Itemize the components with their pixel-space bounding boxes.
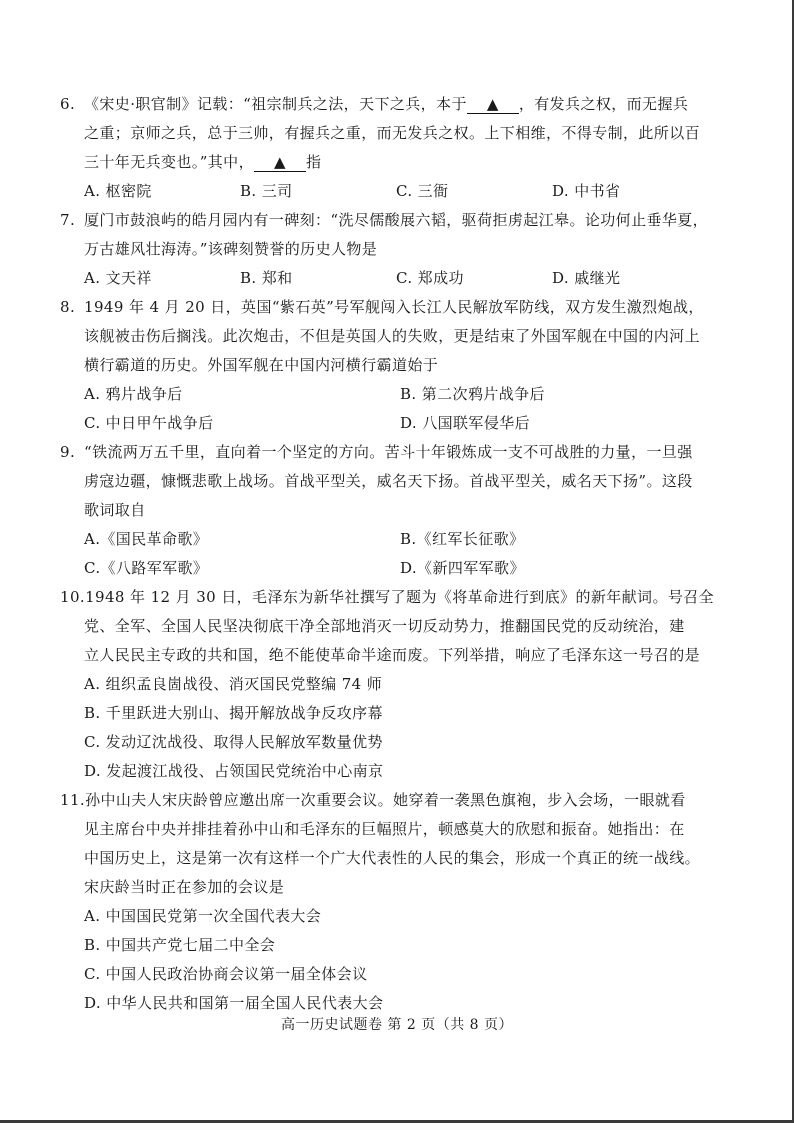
question-text: ，有发兵之权，而无握兵 bbox=[518, 95, 689, 113]
option-b[interactable]: B. 三司 bbox=[240, 182, 293, 200]
option-a[interactable]: A. 组织孟良崮战役、消灭国民党整编 74 师 bbox=[84, 675, 383, 693]
question-text: 万古雄风壮海涛。”该碑刻赞誉的历史人物是 bbox=[84, 240, 378, 258]
answer-options bbox=[60, 670, 750, 786]
option-d[interactable]: D. 戚继光 bbox=[552, 269, 621, 287]
option-b[interactable]: B. 第二次鸦片战争后 bbox=[400, 385, 545, 403]
question-text: 厦门市鼓浪屿的皓月园内有一碑刻：“洗尽儒酸展六韬，驱荷拒虏起江皋。论功何止垂华夏， bbox=[84, 211, 709, 229]
option-a[interactable]: A. 鸦片战争后 bbox=[84, 385, 183, 403]
question-text: 宋庆龄当时正在参加的会议是 bbox=[84, 878, 285, 896]
question-text: 指 bbox=[305, 153, 322, 171]
question-number: 9. bbox=[60, 443, 76, 461]
question-text: 党、全军、全国人民坚决彻底干净全部地消灭一切反动势力，推翻国民党的反动统治，建 bbox=[84, 617, 685, 635]
question-number: 7. bbox=[60, 211, 76, 229]
page-footer: 高一历史试题卷 第 2 页（共 8 页） bbox=[280, 1017, 514, 1033]
question-number: 11. bbox=[60, 791, 86, 809]
option-c[interactable]: C. 中国人民政治协商会议第一届全体会议 bbox=[84, 965, 368, 983]
option-c[interactable]: C. 中日甲午战争后 bbox=[84, 414, 214, 432]
question-text: 虏寇边疆，慷慨悲歌上战场。首战平型关，威名天下扬。首战平型关，威名天下扬”。这段 bbox=[84, 472, 693, 490]
question-number: 6. bbox=[60, 95, 76, 113]
question-number: 10. bbox=[60, 588, 86, 606]
answer-options bbox=[60, 902, 750, 1018]
question-text: 之重；京师之兵，总于三帅，有握兵之重，而无发兵之权。上下相维，不得专制，此所以百 bbox=[84, 124, 701, 142]
question-9 bbox=[60, 438, 750, 583]
question-text: 三十年无兵变也。”其中， bbox=[84, 153, 254, 171]
option-d[interactable]: D. 发起渡江战役、占领国民党统治中心南京 bbox=[84, 762, 384, 780]
option-d[interactable]: D. 中书省 bbox=[552, 182, 621, 200]
question-7 bbox=[60, 206, 750, 293]
answer-blank: ▲ bbox=[254, 153, 306, 172]
question-8 bbox=[60, 293, 750, 438]
option-a[interactable]: A. 文天祥 bbox=[84, 269, 152, 287]
question-text: 《宋史·职官制》记载：“祖宗制兵之法，天下之兵，本于 bbox=[84, 95, 467, 113]
option-d[interactable]: D. 八国联军侵华后 bbox=[400, 414, 531, 432]
question-text: 立人民民主专政的共和国，绝不能使革命半途而废。下列举措，响应了毛泽东这一号召的是 bbox=[84, 646, 701, 664]
option-c[interactable]: C. 三衙 bbox=[396, 182, 449, 200]
answer-options bbox=[60, 264, 750, 293]
option-a[interactable]: A. 中国国民党第一次全国代表大会 bbox=[84, 907, 322, 925]
question-text: 见主席台中央并排挂着孙中山和毛泽东的巨幅照片，顿感莫大的欣慰和振奋。她指出：在 bbox=[84, 820, 685, 838]
question-6 bbox=[60, 90, 750, 206]
option-c[interactable]: C.《八路军军歌》 bbox=[84, 559, 209, 577]
option-a[interactable]: A.《国民革命歌》 bbox=[84, 530, 209, 548]
answer-options bbox=[60, 177, 750, 206]
question-text: 横行霸道的历史。外国军舰在中国内河横行霸道始于 bbox=[84, 356, 439, 374]
answer-blank: ▲ bbox=[467, 95, 519, 114]
answer-options bbox=[60, 525, 750, 583]
option-d[interactable]: D. 中华人民共和国第一届全国人民代表大会 bbox=[84, 994, 384, 1012]
question-11 bbox=[60, 786, 750, 1018]
option-b[interactable]: B. 郑和 bbox=[240, 269, 293, 287]
question-text: 1948 年 12 月 30 日，毛泽东为新华社撰写了题为《将革命进行到底》的新年献词。号召全 bbox=[85, 588, 715, 606]
question-text: 歌词取自 bbox=[84, 501, 146, 519]
option-a[interactable]: A. 枢密院 bbox=[84, 182, 152, 200]
option-c[interactable]: C. 郑成功 bbox=[396, 269, 464, 287]
question-text: “铁流两万五千里，直向着一个坚定的方向。苦斗十年锻炼成一支不可战胜的力量，一旦强 bbox=[84, 443, 693, 461]
question-10 bbox=[60, 583, 750, 786]
exam-page-content bbox=[60, 90, 750, 1018]
question-text: 孙中山夫人宋庆龄曾应邀出席一次重要会议。她穿着一袭黑色旗袍，步入会场，一眼就看 bbox=[85, 791, 686, 809]
option-b[interactable]: B. 千里跃进大别山、揭开解放战争反攻序幕 bbox=[84, 704, 383, 722]
option-c[interactable]: C. 发动辽沈战役、取得人民解放军数量优势 bbox=[84, 733, 383, 751]
option-b[interactable]: B. 中国共产党七届二中全会 bbox=[84, 936, 276, 954]
question-text: 该舰被击伤后搁浅。此次炮击，不但是英国人的失败，更是结束了外国军舰在中国的内河上 bbox=[84, 327, 701, 345]
option-d[interactable]: D.《新四军军歌》 bbox=[400, 559, 525, 577]
question-text: 中国历史上，这是第一次有这样一个广大代表性的人民的集会，形成一个真正的统一战线。 bbox=[84, 849, 701, 867]
option-b[interactable]: B.《红军长征歌》 bbox=[400, 530, 525, 548]
question-text: 1949 年 4 月 20 日，英国“紫石英”号军舰闯入长江人民解放军防线，双方发生激烈炮战， bbox=[84, 298, 704, 316]
answer-options bbox=[60, 380, 750, 438]
question-number: 8. bbox=[60, 298, 76, 316]
